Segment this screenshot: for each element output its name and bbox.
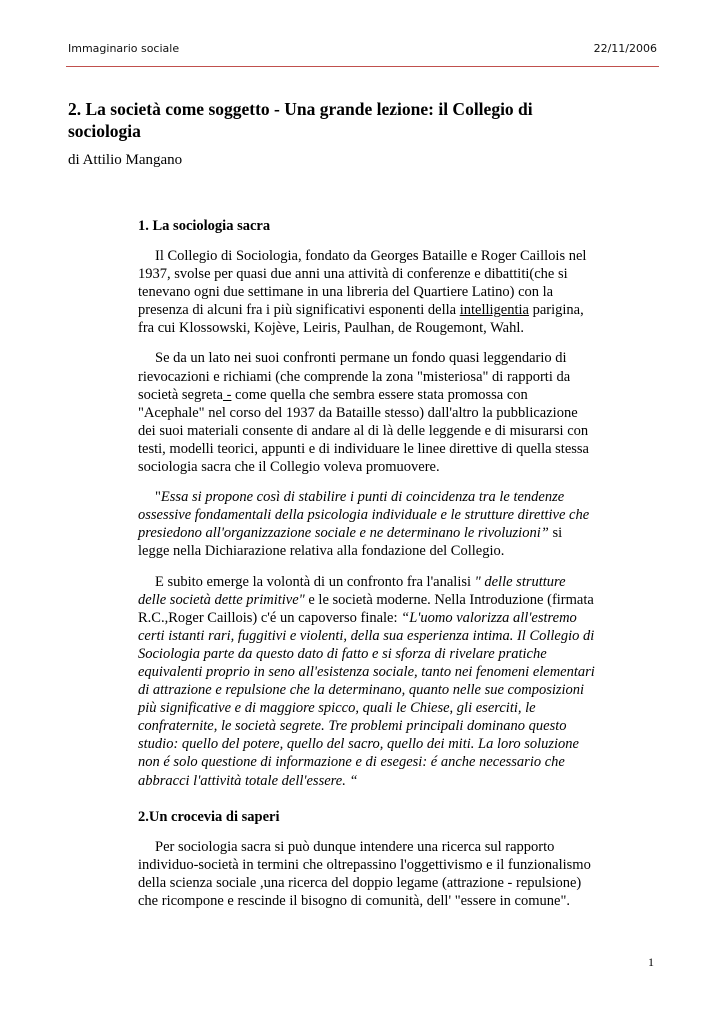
page-number: 1 (648, 955, 654, 969)
section-2-heading: 2.Un crocevia di saperi (138, 809, 280, 825)
paragraph (138, 488, 596, 560)
paragraph (138, 573, 596, 790)
quotation: “L'uomo valorizza all'estremo certi istanti rari, fuggitivi e violenti, della sua esperienza intima. Il Collegio di Sociologia parte da questo dato di fatto e si sforza di rivelare pratiche equivalenti proprio in seno all'esistenza sociale, tanto nei fenomeni elementari di attrazione e repulsione che la determinano, quanto nelle sue composizioni più significative e di maggiore spicco, quali le Chiese, gli eserciti, le confraternite, le società segrete. Tre problemi principali dominano questo studio: quello del potere, quello del sacro, quello dei miti. La loro soluzione non é solo questione di informazione e di esegesi: é anche necessario che abbracci l'attività totale dell'essere. “ (138, 609, 595, 789)
text-run: e le società moderne. Nella Introduzione (firmata R.C.,Roger Caillois) c'é un capoverso finale: (138, 591, 594, 626)
quote-mark: ” (540, 525, 549, 542)
section-1 (138, 217, 596, 802)
text-run: Il Collegio di Sociologia (155, 248, 298, 264)
section-1-heading: 1. La sociologia sacra (138, 218, 271, 234)
document-title: 2. La società come soggetto - Una grande lezione: il Collegio di sociologia (68, 99, 533, 141)
paragraph (138, 349, 596, 476)
text-run: fondato da Georges Bataille e Roger Caillois nel 1937, svolse per quasi due anni una attività di conferenze e dibattiti(che si tenevano ogni due settimane in una libreria del Quartiere Latino) con la presenza di alcuni fra i più significativi esponenti della (138, 248, 587, 319)
underlined-comma: , (297, 248, 302, 264)
text-run: come quella che sembra essere stata promossa con "Acephale" nel corso del 1937 da Bataille stesso) dall'altro la pubblicazione dei suoi materiali consente di andare al di là delle leggende e di misurarsi con testi, modelli teorici, appunti e di individuare le linee direttive di quella stessa sociologia sacra che il Collegio voleva promuovere. (138, 386, 589, 476)
header-divider (66, 66, 659, 67)
document-author: di Attilio Mangano (68, 152, 183, 168)
paragraph: Per sociologia sacra si può dunque intendere una ricerca sul rapporto individuo-società in termini che oltrepassino l'oggettivismo e il funzionalismo della scienza sociale ,una ricerca del doppio legame (attrazione - repulsione) che ricompone e rescinde il bisogno di comunità, dell' "essere in comune". (138, 839, 591, 910)
text-run: Se da un lato nei suoi confronti permane un fondo quasi leggendario di rievocazioni e richiami (che comprende la zona "misteriosa" di rapporti da società segreta (138, 350, 571, 403)
quotation: Essa si propone così di stabilire i punti di coincidenza tra le tendenze ossessive fondamentali della psicologia individuale e le strutture direttive che presiedono all'organizzazione sociale e ne determinano le rivoluzioni (138, 489, 590, 542)
paragraph (138, 247, 596, 337)
header-left-text: Immaginario sociale (68, 42, 180, 55)
text-run: si legge nella Dichiarazione relativa alla fondazione del Collegio. (138, 525, 563, 560)
section-2 (138, 808, 596, 922)
underlined-term: intelligentia (459, 302, 529, 319)
text-run: parigina, fra cui Klossowski, Kojève, Leiris, Paulhan, de Rougemont, Wahl. (138, 302, 584, 337)
text-run: E subito emerge la volontà di un confronto fra l'analisi (155, 573, 475, 590)
header-date: 22/11/2006 (593, 42, 657, 55)
text-run: " (155, 489, 161, 506)
underlined-dash: - (222, 386, 232, 403)
quotation: " delle strutture delle società dette primitive" (138, 573, 566, 608)
